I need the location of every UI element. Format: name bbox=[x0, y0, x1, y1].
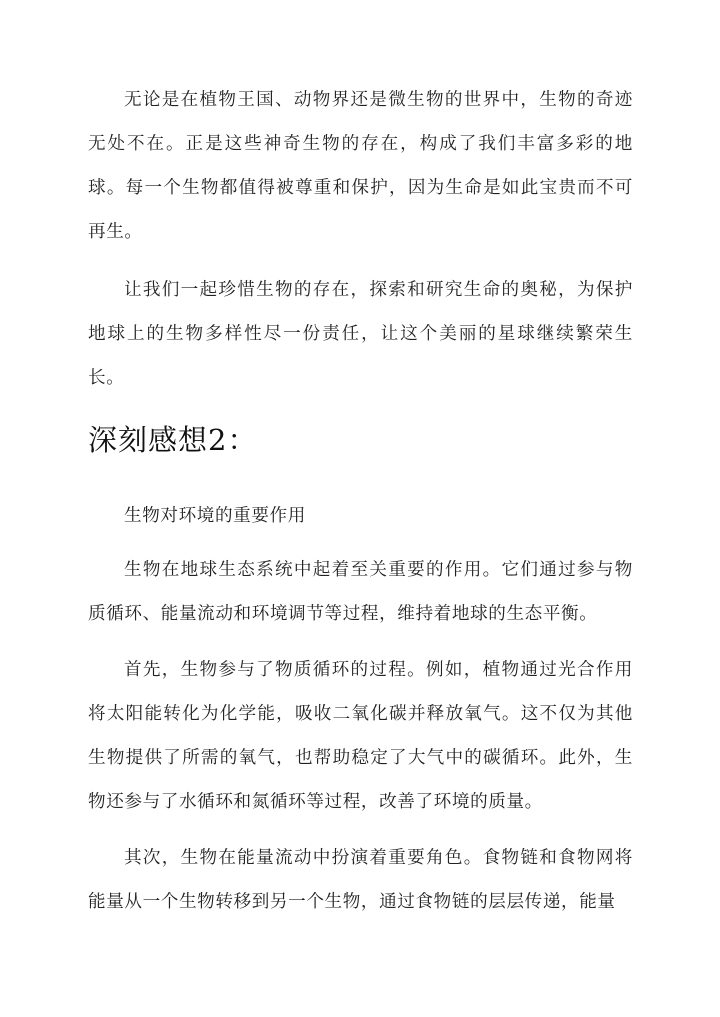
paragraph-energy-flow: 其次，生物在能量流动中扮演着重要角色。食物链和食物网将能量从一个生物转移到另一个生物，通过食物链的层层传递，能量 bbox=[88, 848, 633, 912]
paragraph-biological-wonders: 无论是在植物王国、动物界还是微生物的世界中，生物的奇迹无处不在。正是这些神奇生物的存在，构成了我们丰富多彩的地球。每一个生物都值得被尊重和保护，因为生命是如此宝贵而不可再生。 bbox=[88, 90, 633, 242]
paragraph-material-cycle: 首先，生物参与了物质循环的过程。例如，植物通过光合作用将太阳能转化为化学能，吸收二氧化碳并释放氧气。这不仅为其他生物提供了所需的氧气，也帮助稳定了大气中的碳循环。此外，生物还参与了水循环和氮循环等过程，改善了环境的质量。 bbox=[88, 660, 633, 812]
section-heading: 深刻感想2： bbox=[88, 423, 258, 457]
paragraph-cherish-life: 让我们一起珍惜生物的存在，探索和研究生命的奥秘，为保护地球上的生物多样性尽一份责任，让这个美丽的星球继续繁荣生长。 bbox=[88, 280, 633, 388]
section-subtitle: 生物对环境的重要作用 bbox=[124, 506, 306, 526]
paragraph-ecosystem-role: 生物在地球生态系统中起着至关重要的作用。它们通过参与物质循环、能量流动和环境调节等过程，维持着地球的生态平衡。 bbox=[88, 560, 633, 624]
